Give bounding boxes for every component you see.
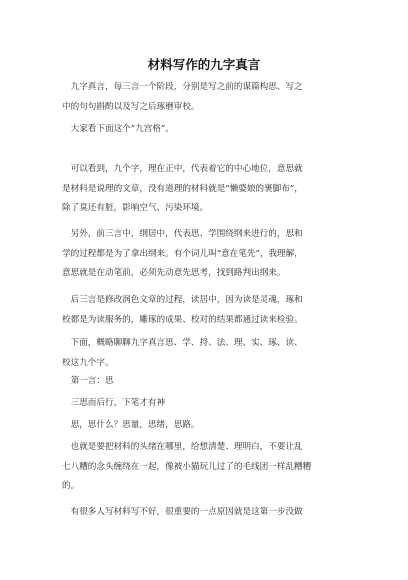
paragraph-line: 是材料是说理的文章，没有道理的材料就是“懒婆娘的裹脚布”，	[62, 183, 303, 194]
paragraph	[62, 503, 350, 523]
paragraph	[62, 225, 350, 284]
document-title: 材料写作的九字真言	[147, 57, 261, 72]
paragraph	[62, 160, 350, 219]
paragraph-line: 除了臭还有脏，影响空气、污染环境。	[62, 203, 209, 213]
paragraph-line: 另外，前三言中，纲居中，代表思、学围绕纲来进行的，思和	[62, 229, 303, 239]
paragraph	[62, 78, 350, 117]
paragraph	[62, 394, 350, 414]
paragraph	[62, 416, 350, 436]
paragraph-line: 大家看下面这个“九宫格”。	[62, 124, 174, 134]
paragraph	[62, 291, 350, 330]
paragraph	[62, 334, 350, 373]
paragraph-line: 有很多人写材料写不好，很重要的一点原因就是这第一步没做	[62, 507, 303, 517]
paragraph-line: 的。	[62, 481, 80, 491]
paragraph-line: 意思就是在动笔前，必须先动意先思考，找到路判出纲来。	[62, 268, 286, 278]
paragraph-line: 思，思什么？思量，思绪，思路。	[62, 420, 200, 430]
paragraph	[62, 120, 350, 140]
paragraph	[62, 372, 350, 392]
paragraph-line: 后三言是修改润色文章的过程，读居中，因为读是灵魂，琢和	[62, 295, 303, 305]
paragraph-line: 可以看到，九个字，理在正中，代表着它的中心地位，意思就	[62, 164, 303, 174]
paragraph-line: 三思而后行，下笔才有神	[62, 398, 166, 408]
paragraph-line: 校都是为读服务的，雕琢的成果、校对的结果都通过读来检验。	[62, 314, 303, 325]
paragraph-line: 九字真言，每三言一个阶段，分别是写之前的谋篇构思、写之	[62, 82, 303, 92]
paragraph-line: 第一言：思	[62, 376, 114, 386]
paragraph-line: 学的过程都是为了拿出纲来。有个词儿叫“意在笔先”，我理解，	[62, 248, 303, 259]
paragraph-line: 七八糟的念头缠绕在一起，像被小猫玩儿过了的毛线团一样乱糟糟	[62, 461, 312, 472]
paragraph-line: 下面，概略聊聊九字真言思、学、捋、法、理、实、琢、读、	[62, 338, 303, 348]
paragraph-line: 校这九个字。	[62, 357, 114, 368]
paragraph-line: 也就是要把材料的头绪在哪里，给想清楚、理明白，不要让乱	[62, 442, 303, 452]
paragraph	[62, 438, 350, 497]
paragraph-line: 中的句句斟酌以及写之后琢磨审校。	[62, 101, 200, 112]
